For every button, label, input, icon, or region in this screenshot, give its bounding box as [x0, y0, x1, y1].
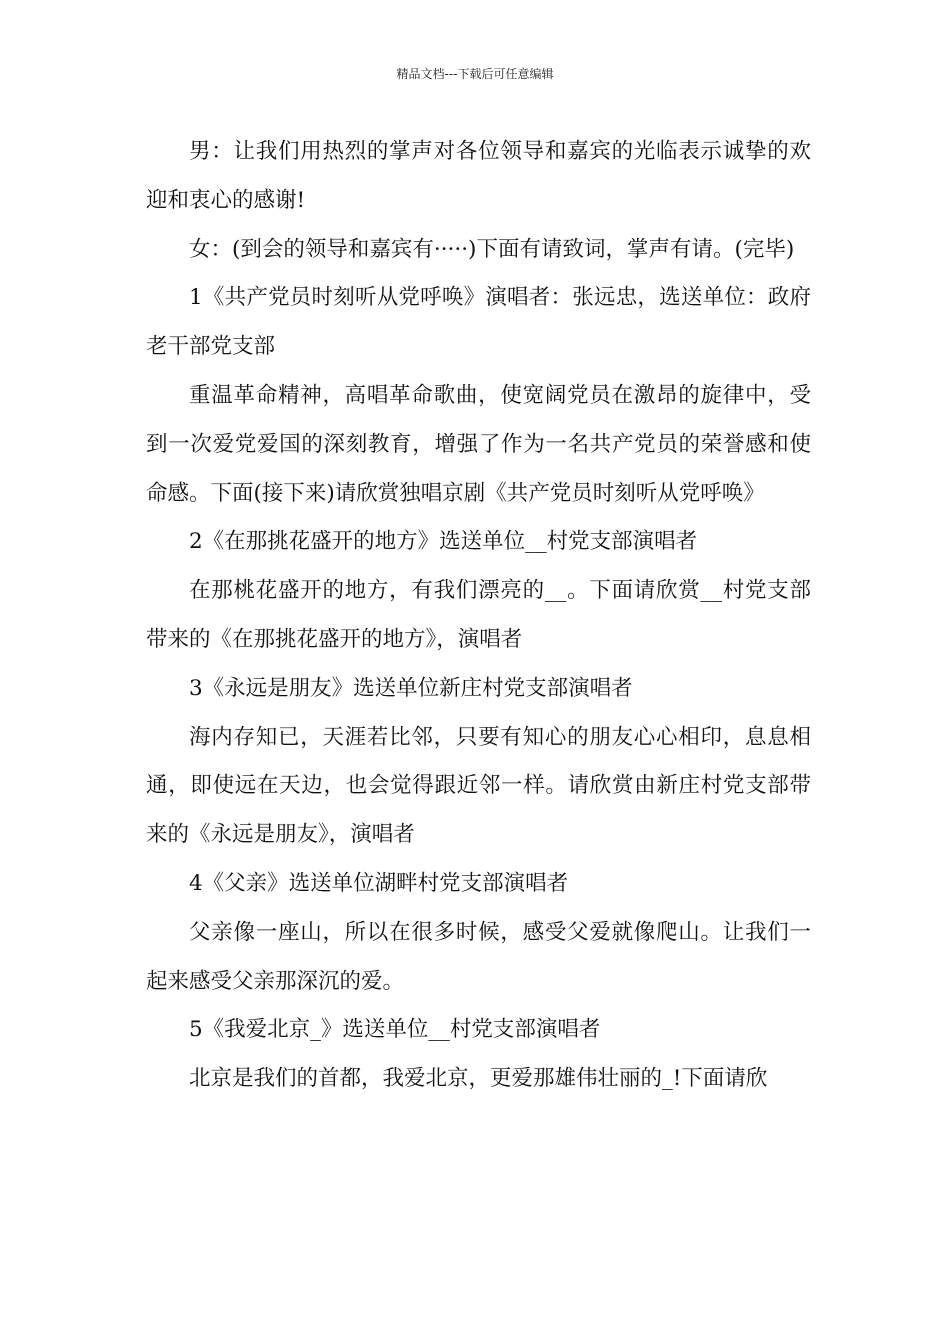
page-header: 精品文档---下载后可任意编辑	[396, 67, 554, 81]
program-item-5-title: 5《我爱北京_》选送单位__村党支部演唱者	[189, 1017, 601, 1043]
program-item-2-title: 2《在那挑花盛开的地方》选送单位__村党支部演唱者	[189, 529, 698, 555]
program-item-2-intro: 在那桃花盛开的地方，有我们漂亮的__。下面请欣赏__村党支部带来的《在那挑花盛开的地方》，演唱者	[146, 578, 811, 652]
program-item-3-intro: 海内存知已，天涯若比邻，只要有知心的朋友心心相印，息息相通，即使远在天边，也会觉得跟近邻一样。请欣赏由新庄村党支部带来的《永远是朋友》，演唱者	[146, 724, 811, 848]
document-body	[146, 128, 811, 1104]
program-item-4-intro: 父亲像一座山，所以在很多时候，感受父爱就像爬山。让我们一起来感受父亲那深沉的爱。	[146, 919, 811, 994]
program-item-1-title: 1《共产党员时刻听从党呼唤》演唱者：张远忠，选送单位：政府老干部党支部	[146, 285, 811, 360]
program-item-3-title: 3《永远是朋友》选送单位新庄村党支部演唱者	[189, 675, 633, 701]
program-item-4-title: 4《父亲》选送单位湖畔村党支部演唱者	[189, 870, 569, 896]
paragraph-intro-female: 女：(到会的领导和嘉宾有·····)下面有请致词，掌声有请。(完毕)	[189, 236, 795, 262]
program-item-5-intro: 北京是我们的首都，我爱北京，更爱那雄伟壮丽的_!下面请欣	[189, 1066, 768, 1092]
program-item-1-intro: 重温革命精神，高唱革命歌曲，使宽阔党员在激昂的旋律中，受到一次爱党爱国的深刻教育，增强了作为一名共产党员的荣誉感和使命感。下面(接下来)请欣赏独唱京剧《共产党员时刻听从党呼唤》	[146, 382, 811, 506]
paragraph-intro-male: 男：让我们用热烈的掌声对各位领导和嘉宾的光临表示诚挚的欢迎和衷心的感谢!	[146, 139, 811, 213]
